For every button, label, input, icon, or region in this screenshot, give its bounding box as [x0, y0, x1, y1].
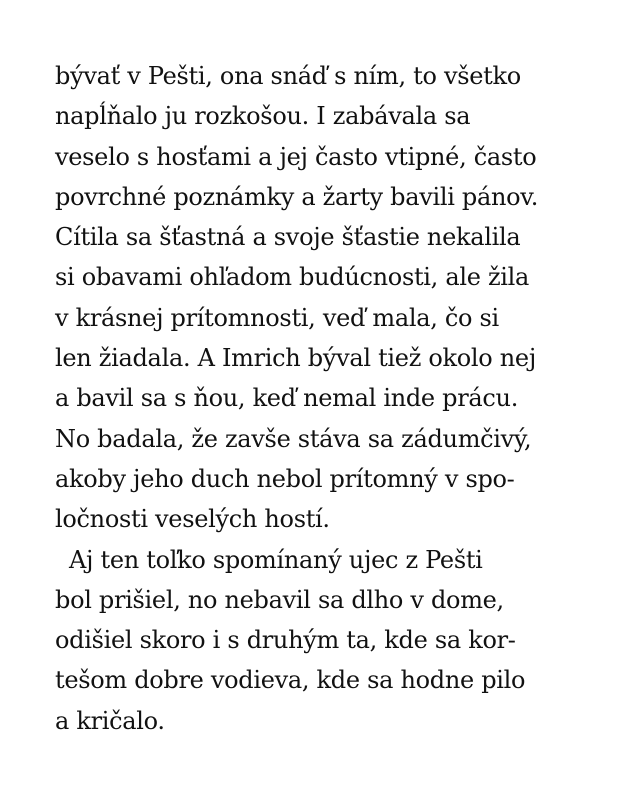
paragraph-2 [55, 540, 595, 741]
text-line: a bavil sa s ňou, keď nemal inde prácu. [55, 384, 519, 413]
text-line: akoby jeho duch nebol prítomný v spo- [55, 464, 515, 493]
text-line: ločnosti veselých hostí. [55, 505, 330, 534]
text-line: povrchné poznámky a žarty bavili pánov. [55, 182, 539, 211]
text-line: No badala, že zavše stáva sa zádumčivý, [55, 424, 532, 453]
text-line: si obavami ohľadom budúcnosti, ale žila [55, 263, 530, 292]
paragraph-1 [55, 56, 595, 540]
text-line: veselo s hosťami a jej často vtipné, často [55, 142, 537, 171]
text-line: bol prišiel, no nebavil sa dlho v dome, [55, 585, 504, 614]
text-line: tešom dobre vodieva, kde sa hodne pilo [55, 666, 526, 695]
text-line: odišiel skoro i s druhým ta, kde sa kor- [55, 626, 516, 655]
text-line: napĺňalo ju rozkošou. I zabávala sa [55, 102, 471, 131]
book-page [55, 56, 595, 741]
text-line: len žiadala. A Imrich býval tiež okolo nej [55, 344, 536, 373]
text-line: Cítila sa šťastná a svoje šťastie nekalila [55, 223, 521, 252]
text-line: Aj ten toľko spomínaný ujec z Pešti [69, 545, 483, 574]
text-line: bývať v Pešti, ona snáď s ním, to všetko [55, 62, 521, 90]
text-line: v krásnej prítomnosti, veď mala, čo si [55, 303, 499, 332]
text-line: a kričalo. [55, 706, 165, 735]
